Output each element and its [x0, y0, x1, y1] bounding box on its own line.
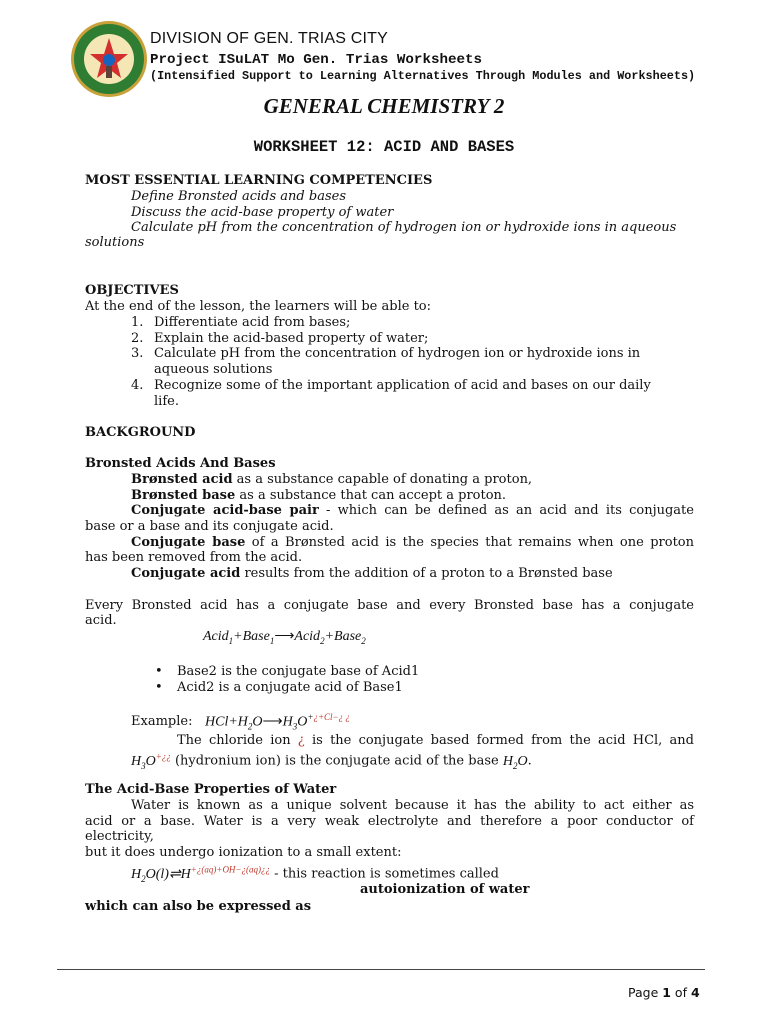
- definition-conjugate-base: Conjugate base of a Brønsted acid is the species that remains when one proton: [131, 535, 694, 550]
- melc-item: solutions: [85, 235, 145, 250]
- melc-item: Define Bronsted acids and bases: [131, 189, 346, 204]
- division-seal-logo: [70, 20, 148, 98]
- conjugate-statement: Every Bronsted acid has a conjugate base and every Bronsted base has a conjugate: [85, 598, 694, 613]
- autoionization-equation-line: $H_2O(l)\rightleftharpoons H^{+¿(aq)+OH-¿(aq)¿¿}$ - this reaction is sometimes called: [131, 864, 499, 884]
- definition-bronsted-acid: Brønsted acid as a substance capable of donating a proton,: [131, 472, 533, 487]
- bullet-item: Acid2 is a conjugate acid of Base1: [177, 680, 403, 695]
- water-paragraph-line: acid or a base. Water is a very weak electrolyte and therefore a poor conductor of: [85, 814, 694, 829]
- project-tagline: (Intensified Support to Learning Alternatives Through Modules and Worksheets): [150, 69, 696, 83]
- division-name: DIVISION OF GEN. TRIAS CITY: [150, 30, 389, 47]
- project-name: Project ISuLAT Mo Gen. Trias Worksheets: [150, 52, 483, 68]
- bullet-item: Base2 is the conjugate base of Acid1: [177, 664, 420, 679]
- definition-conjugate-acid: Conjugate acid results from the addition of a proton to a Brønsted base: [131, 566, 613, 581]
- water-properties-subheading: The Acid-Base Properties of Water: [85, 782, 337, 797]
- example-equation: $HCl+H_2O⟶H_3O^{+¿+Cl-¿ ¿}$: [205, 712, 350, 732]
- page-indicator: Page 1 of 4: [628, 985, 700, 1000]
- expression-intro: which can also be expressed as: [85, 899, 312, 914]
- conjugate-pair-equation: Acid$_1$+Base$_1$⟶Acid$_2$+Base$_2$: [203, 629, 366, 646]
- bullet-marker: •: [155, 664, 163, 679]
- melc-item: Discuss the acid-base property of water: [131, 205, 394, 220]
- definition-conjugate-pair: Conjugate acid-base pair - which can be defined as an acid and its conjugate: [131, 503, 694, 518]
- autoionization-term: autoionization of water: [360, 882, 530, 897]
- conjugate-statement-continued: acid.: [85, 613, 117, 628]
- objective-item: Calculate pH from the concentration of hydrogen ion or hydroxide ions in: [154, 346, 641, 361]
- subject-title: GENERAL CHEMISTRY 2: [263, 94, 505, 118]
- definition-conjugate-pair-continued: base or a base and its conjugate acid.: [85, 519, 334, 534]
- objective-item: Differentiate acid from bases;: [154, 315, 351, 330]
- objective-number: 1.: [131, 315, 144, 330]
- objective-item-continued: life.: [154, 394, 179, 409]
- water-paragraph-line: electricity,: [85, 829, 154, 844]
- objective-number: 2.: [131, 331, 144, 346]
- objective-number: 3.: [131, 346, 144, 361]
- objective-number: 4.: [131, 378, 144, 393]
- hydronium-sentence: $H_3O^{+¿¿}$ (hydronium ion) is the conjugate acid of the base $H_2O$.: [131, 751, 532, 771]
- footer-divider: [57, 969, 705, 970]
- bronsted-subheading: Bronsted Acids And Bases: [85, 456, 276, 471]
- water-paragraph-line: but it does undergo ionization to a small extent:: [85, 845, 402, 860]
- worksheet-title: WORKSHEET 12: ACID AND BASES: [253, 138, 515, 156]
- bullet-marker: •: [155, 680, 163, 695]
- definition-bronsted-base: Brønsted base as a substance that can accept a proton.: [131, 488, 507, 503]
- melc-item: Calculate pH from the concentration of hydrogen ion or hydroxide ions in aqueous: [131, 220, 677, 235]
- definition-conjugate-base-continued: has been removed from the acid.: [85, 550, 303, 565]
- objectives-heading: OBJECTIVES: [85, 283, 179, 298]
- objective-item: Explain the acid-based property of water;: [154, 331, 429, 346]
- water-paragraph-line: Water is known as a unique solvent because it has the ability to act either as: [131, 798, 694, 813]
- melc-heading: MOST ESSENTIAL LEARNING COMPETENCIES: [85, 173, 433, 188]
- objective-item: Recognize some of the important application of acid and bases on our daily: [154, 378, 651, 393]
- background-heading: BACKGROUND: [85, 425, 196, 440]
- objectives-intro: At the end of the lesson, the learners will be able to:: [85, 299, 431, 314]
- objective-item-continued: aqueous solutions: [154, 362, 273, 377]
- example-label: Example:: [131, 714, 193, 729]
- chloride-sentence: The chloride ion ¿ is the conjugate based formed from the acid HCl, and: [177, 733, 694, 748]
